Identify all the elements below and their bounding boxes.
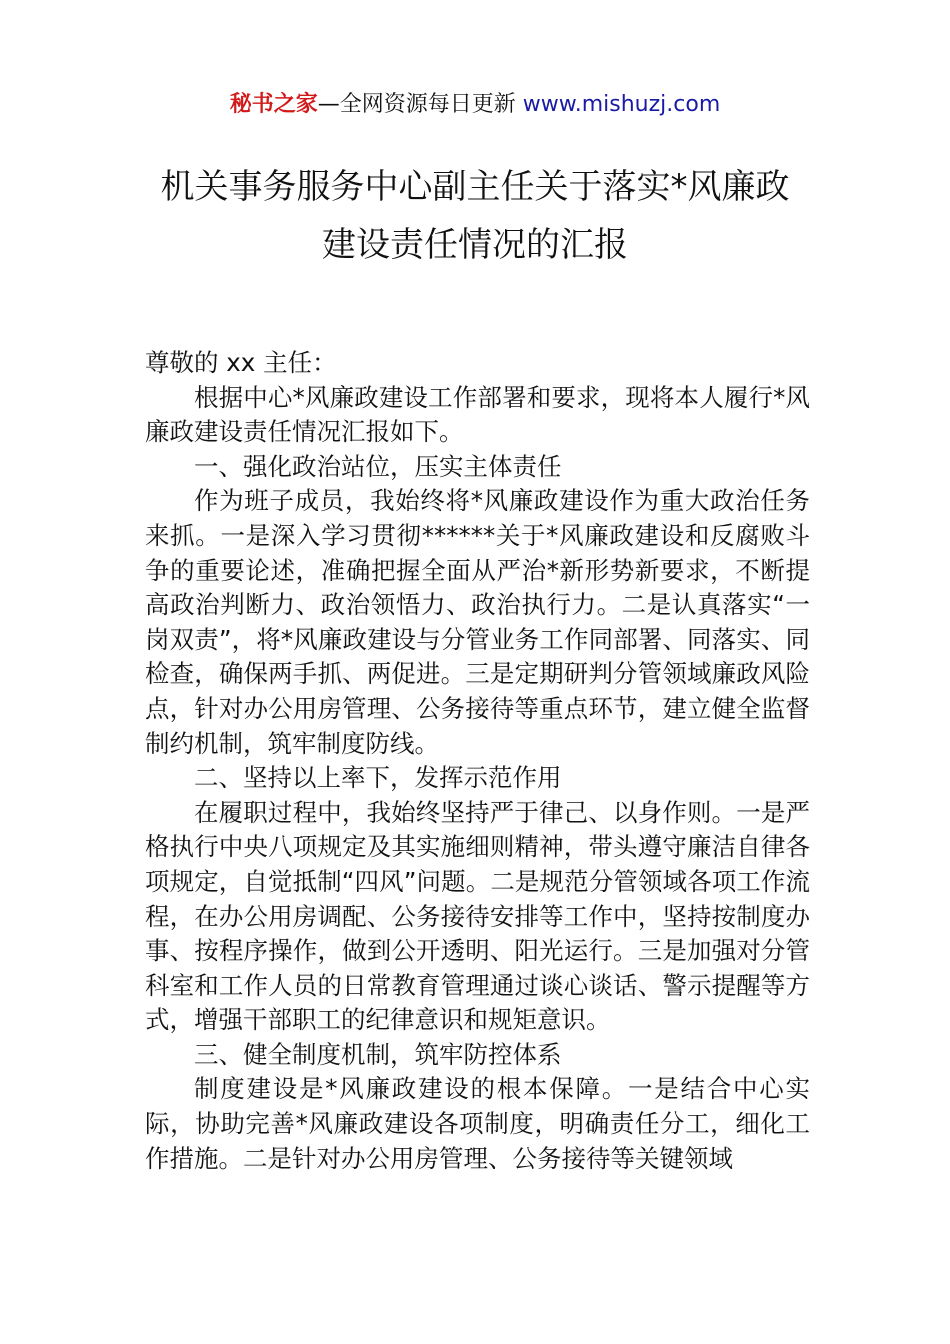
document-body xyxy=(145,346,810,1176)
site-brand: 秘书之家 xyxy=(229,92,318,117)
document-title xyxy=(120,158,830,274)
site-url-link[interactable]: www.mishuzj.com xyxy=(522,92,721,117)
site-header xyxy=(0,88,950,122)
title-line-2: 建设责任情况的汇报 xyxy=(322,225,628,265)
salutation: 尊敬的 xx 主任： xyxy=(145,348,337,377)
section-heading-3: 三、健全制度机制，筑牢防控体系 xyxy=(194,1039,562,1069)
intro-paragraph: 根据中心*风廉政建设工作部署和要求，现将本人履行*风廉政建设责任情况汇报如下。 xyxy=(145,382,810,447)
section-paragraph-2: 在履职过程中，我始终坚持严于律己、以身作则。一是严格执行中央八项规定及其实施细则精神，带头遵守廉洁自律各项规定，自觉抵制“四风”问题。二是规范分管领域各项工作流程，在办公用房调配、公务接待安排等工作中，坚持按制度办事、按程序操作，做到公开透明、阳光运行。三是加强对分管科室和工作人员的日常教育管理通过谈心谈话、警示提醒等方式，增强干部职工的纪律意识和规矩意识。 xyxy=(145,797,810,1035)
section-heading-1: 一、强化政治站位，压实主体责任 xyxy=(194,451,562,481)
section-paragraph-1: 作为班子成员，我始终将*风廉政建设作为重大政治任务来抓。一是深入学习贯彻******关于*风廉政建设和反腐败斗争的重要论述，准确把握全面从严治*新形势新要求，不断提高政治判断力、政治领悟力、政治执行力。二是认真落实“一岗双责”，将*风廉政建设与分管业务工作同部署、同落实、同检查，确保两手抓、两促进。三是定期研判分管领域廉政风险点，针对办公用房管理、公务接待等重点环节，建立健全监督制约机制，筑牢制度防线。 xyxy=(145,486,810,758)
title-line-1: 机关事务服务中心副主任关于落实*风廉政 xyxy=(160,167,790,207)
section-paragraph-3: 制度建设是*风廉政建设的根本保障。一是结合中心实际，协助完善*风廉政建设各项制度，明确责任分工，细化工作措施。二是针对办公用房管理、公务接待等关键领域 xyxy=(145,1074,810,1173)
site-slogan: —全网资源每日更新 xyxy=(317,92,523,117)
section-heading-2: 二、坚持以上率下，发挥示范作用 xyxy=(194,763,562,793)
